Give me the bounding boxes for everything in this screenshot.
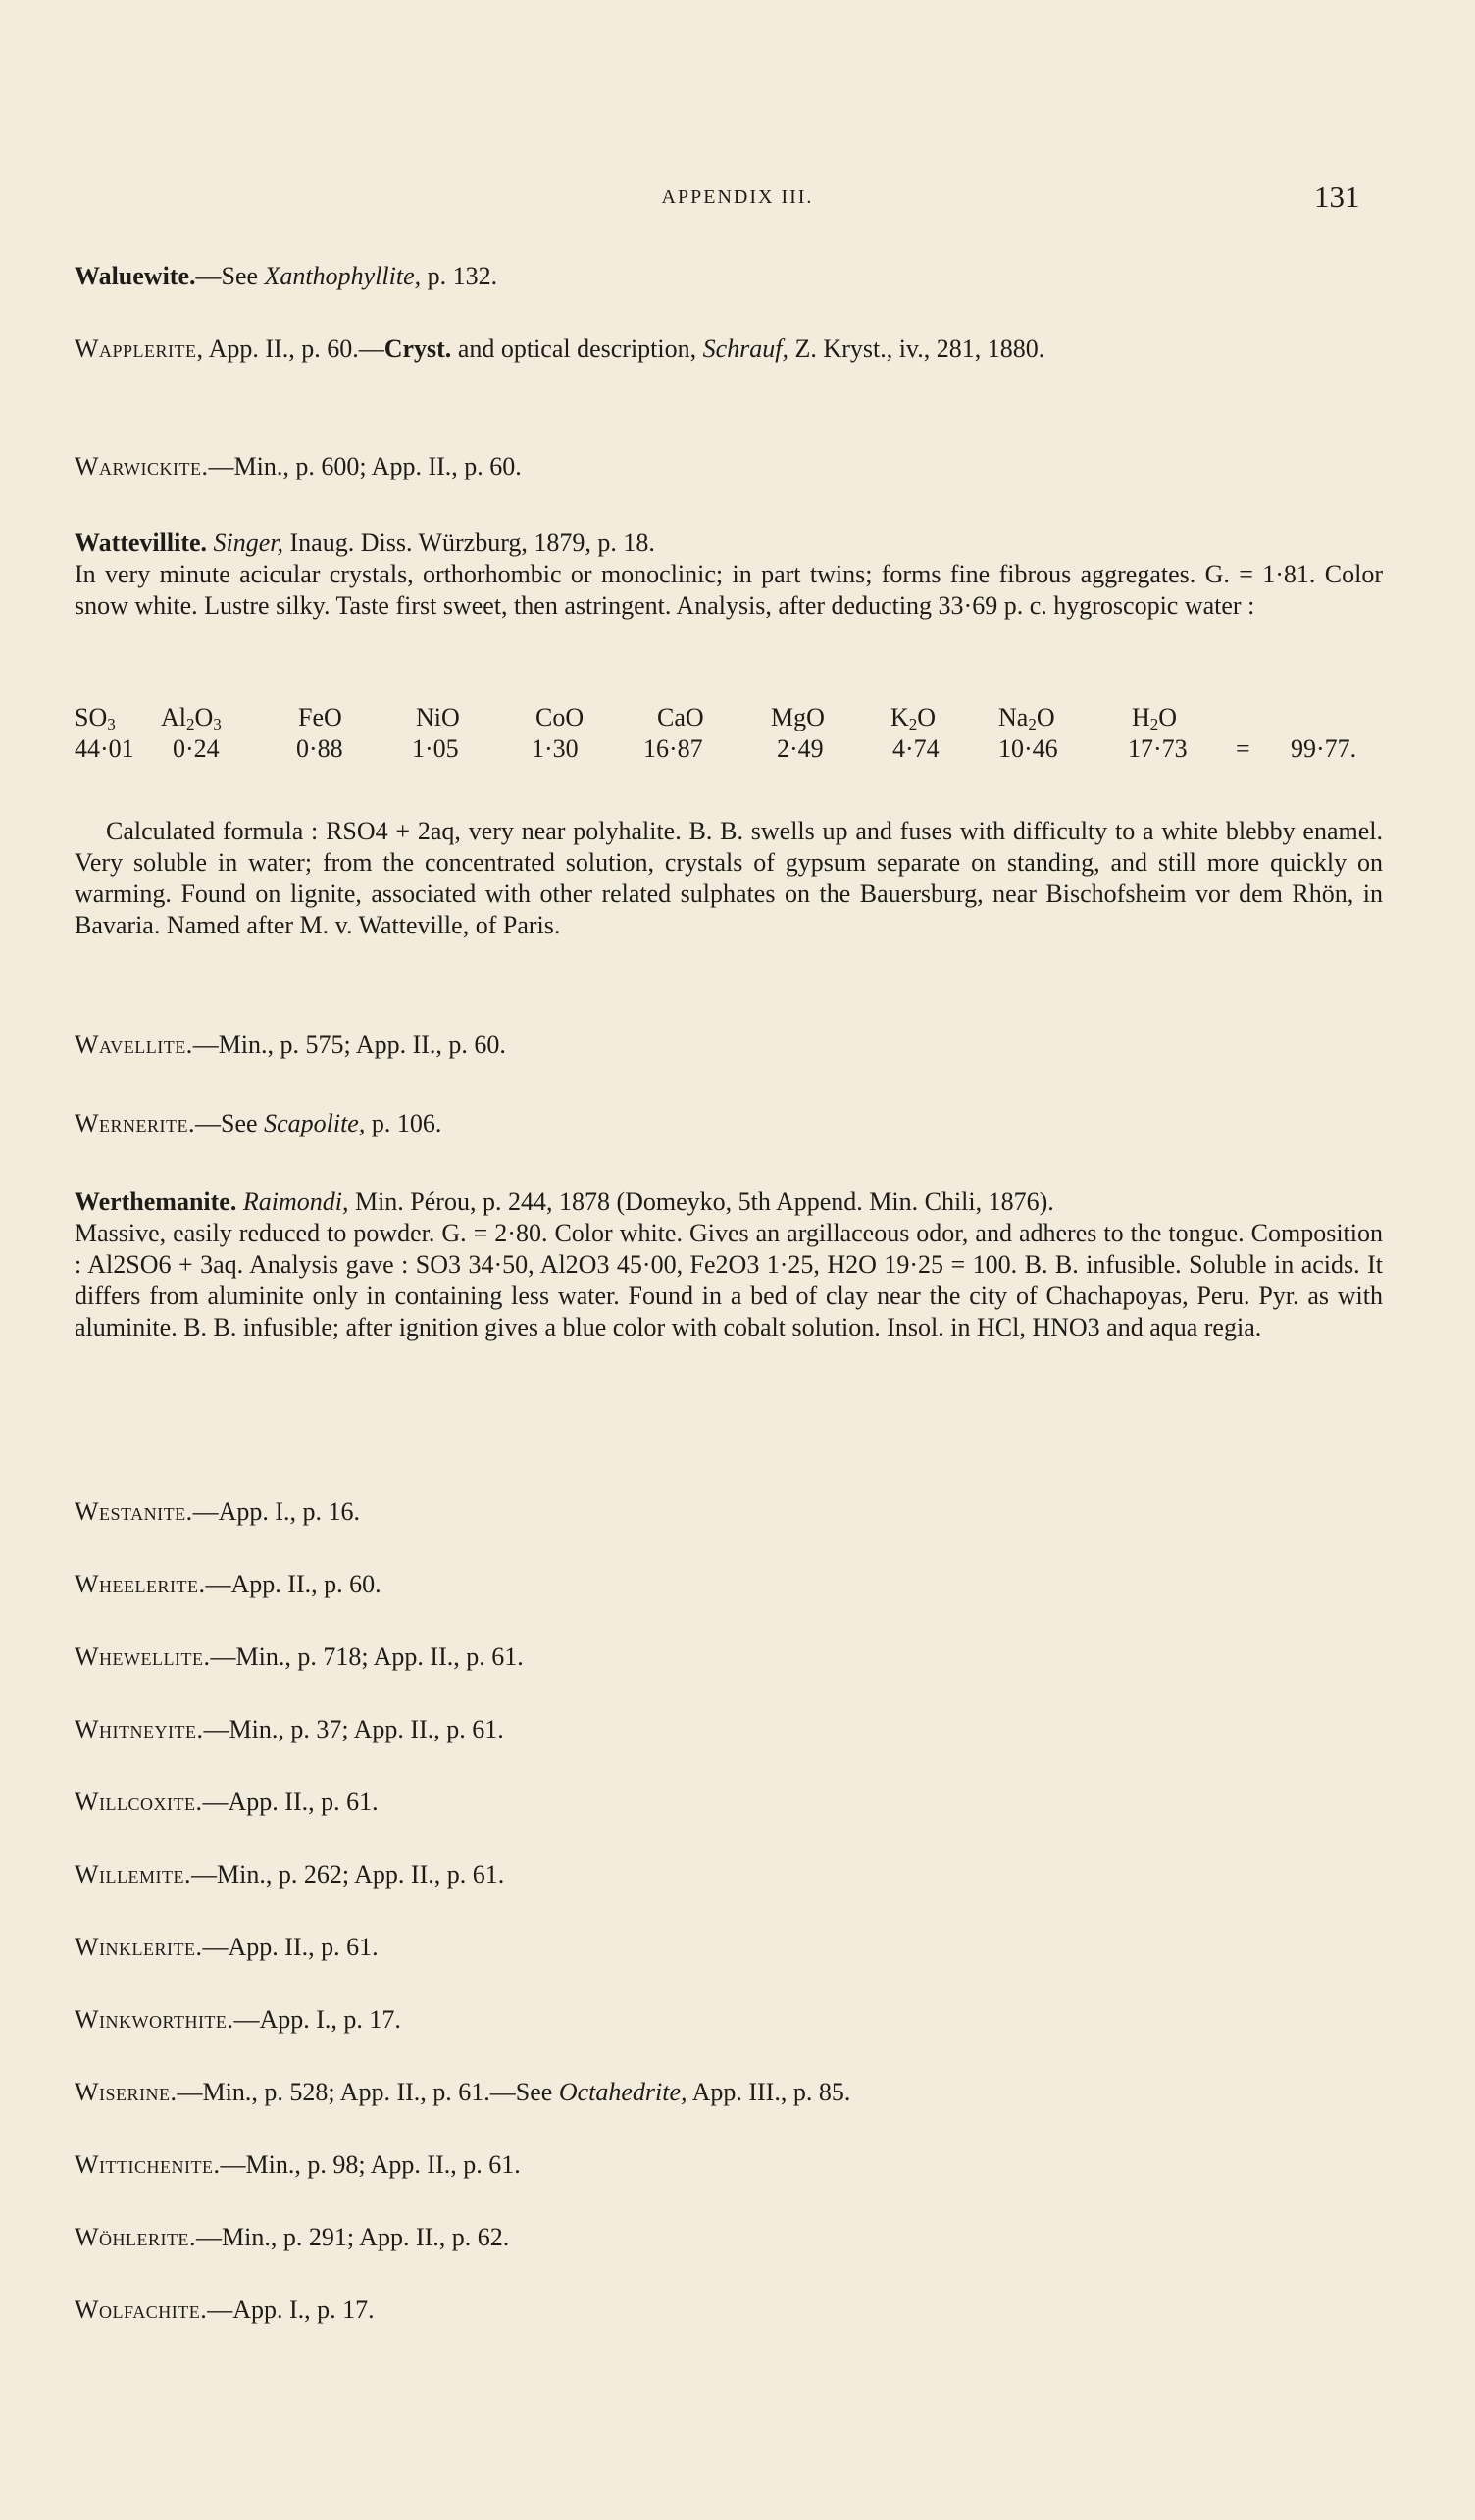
analysis-value: 0·88: [296, 734, 343, 763]
citation: Inaug. Diss. Würzburg, 1879, p. 18.: [283, 529, 655, 557]
author-reference: Schrauf,: [702, 334, 789, 363]
entry-text: —See: [195, 1109, 265, 1137]
entry-name: Wiserine.: [75, 2078, 178, 2106]
analysis-header: $Na_2O$: [998, 703, 1055, 733]
analysis-value: 1·05: [412, 734, 459, 763]
analysis-total: 99·77.: [1291, 734, 1357, 763]
entry-text: —Min., p. 262; App. II., p. 61.: [191, 1860, 505, 1889]
entry-wattevillite: [75, 528, 1383, 622]
entry-name: Willemite.: [75, 1860, 192, 1889]
analysis-value: 16·87: [643, 734, 703, 763]
entry-name: Wavellite.: [75, 1031, 193, 1059]
entry-willcoxite: [75, 1787, 1383, 1818]
entry-name: Wapplerite,: [75, 334, 204, 363]
entry-name: Waluewite.: [75, 262, 196, 290]
entry-whitneyite: [75, 1714, 1383, 1745]
entry-name: Warwickite.: [75, 452, 209, 480]
analysis-header-row: [75, 702, 1383, 733]
entry-name: Wernerite.: [75, 1109, 196, 1137]
analysis-value: 10·46: [998, 734, 1058, 763]
entry-text: —Min., p. 575; App. II., p. 60.: [192, 1031, 506, 1059]
entry-waluewite: [75, 261, 1383, 292]
analysis-value: 2·49: [777, 734, 824, 763]
analysis-header: $K_2O$: [890, 703, 937, 733]
entry-name: Wattevillite.: [75, 529, 208, 557]
cross-reference: Octahedrite,: [558, 2078, 687, 2106]
entry-emphasis: Cryst.: [383, 334, 452, 363]
entry-name: Wolfachite.: [75, 2295, 208, 2324]
entry-text: —Min., p. 600; App. II., p. 60.: [208, 452, 522, 480]
entry-name: Winkworthite.: [75, 2005, 234, 2034]
analysis-table: [75, 702, 1383, 765]
author-reference: Singer,: [213, 529, 284, 557]
entry-wolfachite: [75, 2294, 1383, 2326]
author-reference: Raimondi,: [242, 1187, 349, 1216]
entry-name: Wheelerite.: [75, 1570, 206, 1598]
analysis-header: CoO: [535, 703, 585, 731]
entry-text: —Min., p. 98; App. II., p. 61.: [220, 2150, 521, 2179]
analysis-value-row: [75, 733, 1383, 765]
entry-text: —Min., p. 718; App. II., p. 61.: [210, 1642, 524, 1671]
entry-text: —See: [195, 262, 265, 290]
entry-wheelerite: [75, 1569, 1383, 1600]
entry-text: —App. I., p. 17.: [233, 2005, 401, 2034]
entry-wohlerite: [75, 2222, 1383, 2253]
analysis-header: MgO: [771, 703, 825, 731]
entry-westanite: [75, 1496, 1383, 1528]
entry-description: Massive, easily reduced to powder. G. = 2·80. Color white. Gives an argillaceous odor, and adheres to the tongue. Composition : Al2SO6 + 3aq. Analysis gave : SO3 34·50, Al2O3 45·00, Fe2O3 1·25, H2O 19·25 = 100. B. B. infusible. Soluble in acids. It differs from aluminite only in containing less water. Found in a bed of clay near the city of Chachapoyas, Peru. Pyr. as with aluminite. B. B. infusible; after ignition gives a blue color with cobalt solution. Insol. in HCl, HNO3 and aqua regia.: [75, 1219, 1383, 1341]
entry-name: Willcoxite.: [75, 1788, 203, 1816]
entry-heading: [75, 1186, 1383, 1218]
running-header: APPENDIX III.: [661, 186, 814, 208]
entry-text: —Min., p. 528; App. II., p. 61.—See: [177, 2078, 559, 2106]
entry-name: Wittichenite.: [75, 2150, 221, 2179]
entry-wittichenite: [75, 2149, 1383, 2181]
analysis-header: NiO: [416, 703, 460, 731]
entry-name: Whitneyite.: [75, 1715, 204, 1743]
entry-name: Whewellite.: [75, 1642, 211, 1671]
entry-text: —App. I., p. 17.: [207, 2295, 375, 2324]
entry-name: Winklerite.: [75, 1933, 203, 1961]
entry-text: —App. II., p. 61.: [202, 1933, 379, 1961]
entry-warwickite: [75, 451, 1383, 482]
entry-text: —App. II., p. 60.: [205, 1570, 381, 1598]
entry-remarks: Calculated formula : RSO4 + 2aq, very near polyhalite. B. B. swells up and fuses with difficulty to a white blebby enamel. Very soluble in water; from the concentrated solution, crystals of gypsum separate on standing, and still more quickly on warming. Found on lignite, associated with other related sulphates on the Bauersburg, near Bischofsheim vor dem Rhön, in Bavaria. Named after M. v. Watteville, of Paris.: [75, 817, 1383, 939]
entry-name: Westanite.: [75, 1497, 193, 1526]
page-number: 131: [1314, 179, 1360, 214]
entry-text: —App. I., p. 16.: [192, 1497, 361, 1526]
entry-wapplerite: [75, 333, 1383, 365]
entry-whewellite: [75, 1641, 1383, 1673]
analysis-header: $SO_3$: [75, 703, 116, 733]
analysis-value: 4·74: [892, 734, 940, 763]
entry-wernerite: [75, 1108, 1383, 1139]
analysis-header: FeO: [298, 703, 342, 731]
entry-name: Wöhlerite.: [75, 2223, 197, 2251]
entry-text: App. III., p. 85.: [687, 2078, 851, 2106]
entry-description: In very minute acicular crystals, orthorhombic or monoclinic; in part twins; forms fine fibrous aggregates. G. = 1·81. Color snow white. Lustre silky. Taste first sweet, then astringent. Analysis, after deducting 33·69 p. c. hygroscopic water :: [75, 560, 1383, 620]
analysis-header: $Al_2O_3$: [161, 703, 222, 733]
entry-werthemanite: [75, 1186, 1383, 1343]
entry-wiserine: [75, 2077, 1383, 2108]
entry-text: App. II., p. 60.—: [203, 334, 384, 363]
analysis-value: 0·24: [173, 734, 220, 763]
entry-text: Z. Kryst., iv., 281, 1880.: [788, 334, 1045, 363]
analysis-value: 17·73: [1128, 734, 1188, 763]
entry-text: —Min., p. 291; App. II., p. 62.: [196, 2223, 510, 2251]
entry-winkworthite: [75, 2004, 1383, 2036]
entry-wavellite: [75, 1030, 1383, 1061]
entry-text: and optical description,: [451, 334, 703, 363]
entry-text: —App. II., p. 61.: [202, 1788, 379, 1816]
analysis-header: $H_2O$: [1132, 703, 1178, 733]
entry-heading: [75, 528, 1383, 559]
entry-name: Werthemanite.: [75, 1187, 237, 1216]
entry-text: p. 132.: [421, 262, 498, 290]
entry-willemite: [75, 1859, 1383, 1890]
cross-reference: Scapolite,: [264, 1109, 366, 1137]
analysis-value: 1·30: [532, 734, 579, 763]
entry-winklerite: [75, 1932, 1383, 1963]
analysis-header: CaO: [657, 703, 704, 731]
citation: Min. Pérou, p. 244, 1878 (Domeyko, 5th Append. Min. Chili, 1876).: [348, 1187, 1054, 1216]
analysis-value: 44·01: [75, 734, 134, 763]
entry-text: —Min., p. 37; App. II., p. 61.: [203, 1715, 504, 1743]
entry-text: p. 106.: [365, 1109, 442, 1137]
cross-reference: Xanthophyllite,: [264, 262, 422, 290]
analysis-equals: =: [1236, 734, 1250, 763]
